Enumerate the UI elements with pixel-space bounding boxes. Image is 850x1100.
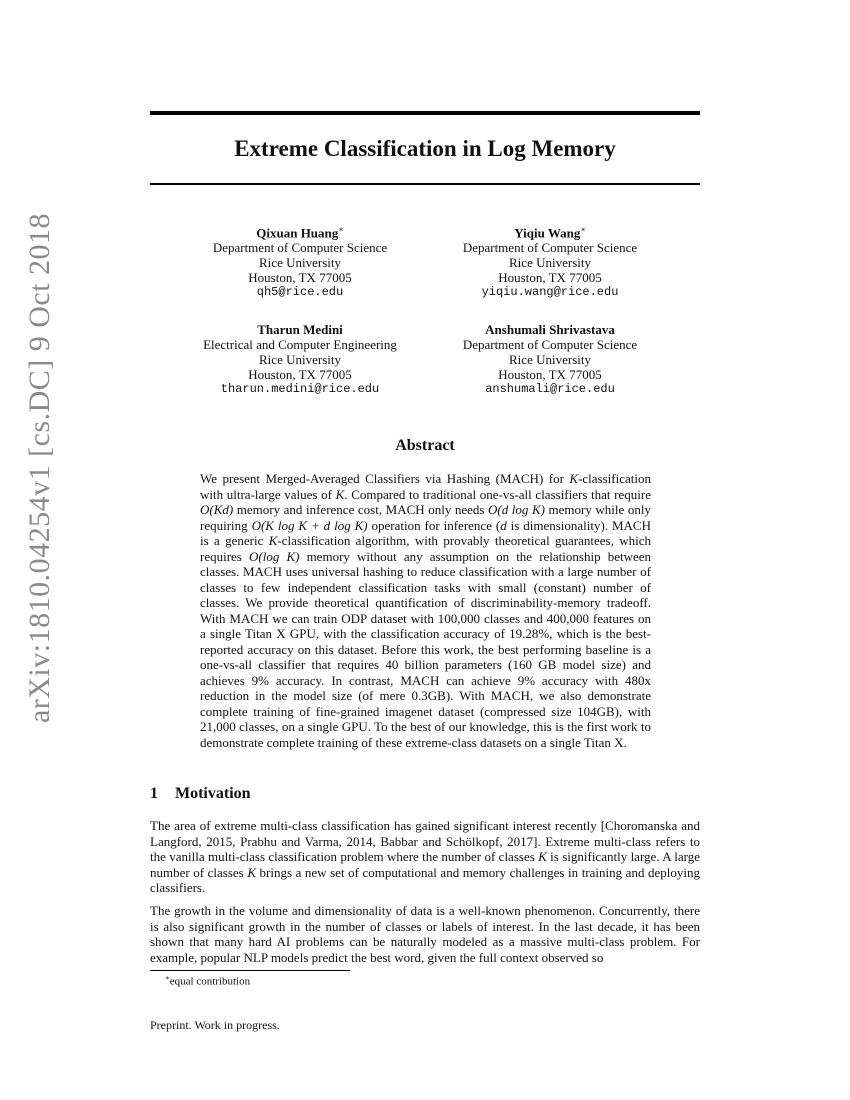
author-university: Rice University xyxy=(509,255,591,271)
body-paragraph: The area of extreme multi-class classification has gained significant interest recently [Choromanska and Langford, 2015, Prabhu and Varma, 2014, Babbar and Schölkopf, 2017]. Extreme multi-class refers to the vanilla multi-class classification problem where the number of classes K is significantly large. A large number of classes K brings a new set of computational and memory challenges in training and deploying classifiers. xyxy=(150,818,701,895)
author-block xyxy=(420,322,680,397)
author-location: Houston, TX 77005 xyxy=(248,270,352,286)
arxiv-identifier: arXiv:1810.04254v1 [cs.DC] 9 Oct 2018 xyxy=(23,212,56,724)
author-email: tharun.medini@rice.edu xyxy=(220,382,380,396)
preprint-note: Preprint. Work in progress. xyxy=(150,1018,280,1032)
author-location: Houston, TX 77005 xyxy=(248,367,352,382)
author-name: Tharun Medini xyxy=(257,322,343,337)
author-email: yiqiu.wang@rice.edu xyxy=(481,285,619,300)
author-name: Yiqiu Wang∗ xyxy=(514,225,586,241)
body-paragraph: The growth in the volume and dimensionality of data is a well-known phenomenon. Concurrently, there is also significant growth in the number of classes or labels of interest. In the last decade, it has been shown that many hard AI problems can be naturally modeled as a massive multi-class problem. For example, popular NLP models predict the best word, given the full context observed so xyxy=(150,903,700,965)
author-department: Department of Computer Science xyxy=(462,240,638,256)
title-bottom-rule xyxy=(150,183,700,185)
abstract-text: We present Merged-Averaged Classifiers via Hashing (MACH) for K-classification with ultra-large values of K. Compared to traditional one-vs-all classifiers that require O(Kd) memory and inference cost, MACH only needs O(d log K) memory while only requiring O(K log K + d log K) operation for inference (d is dimensionality). MACH is a generic K-classification algorithm, with provably theoretical guarantees, which requires O(log K) memory without any assumption on the relationship between classes. MACH uses universal hashing to reduce classification with a large number of classes to few independent classification tasks with small (constant) number of classes. We provide theoretical quantification of discriminability-memory tradeoff. With MACH we can train ODP dataset with 100,000 classes and 400,000 features on a single Titan X GPU, with the classification accuracy of 19.28%, which is the best-reported accuracy on this dataset. Before this work, the best performing baseline is a one-vs-all classifier that requires 40 billion parameters (160 GB model size) and achieves 9% accuracy. In contrast, MACH can achieve 9% accuracy with 480x reduction in the model size (of mere 0.3GB). With MACH, we also demonstrate complete training of fine-grained imagenet dataset (compressed size 104GB), with 21,000 classes, on a single GPU. To the best of our knowledge, this is the first work to demonstrate complete training of these extreme-class datasets on a single Titan X. xyxy=(200,471,651,750)
author-block xyxy=(170,222,430,300)
author-name: Anshumali Shrivastava xyxy=(485,322,615,337)
footnote: ∗equal contribution xyxy=(165,974,251,988)
author-block xyxy=(420,222,680,300)
author-name: Qixuan Huang∗ xyxy=(256,225,344,241)
author-email: anshumali@rice.edu xyxy=(485,382,615,396)
author-department: Department of Computer Science xyxy=(212,240,388,256)
section-heading xyxy=(150,785,251,803)
author-email: qh5@rice.edu xyxy=(256,285,344,300)
title-top-rule xyxy=(150,111,700,115)
author-location: Houston, TX 77005 xyxy=(498,367,602,382)
author-location: Houston, TX 77005 xyxy=(498,270,602,286)
author-block xyxy=(170,322,430,397)
abstract-heading: Abstract xyxy=(395,437,455,454)
section-title: Motivation xyxy=(175,785,251,802)
footnote-rule xyxy=(150,970,350,971)
author-university: Rice University xyxy=(259,352,341,367)
section-number: 1 xyxy=(150,785,158,802)
author-university: Rice University xyxy=(259,255,341,271)
author-department: Electrical and Computer Engineering xyxy=(203,337,397,352)
paper-title: Extreme Classification in Log Memory xyxy=(234,136,616,161)
author-department: Department of Computer Science xyxy=(462,337,638,352)
author-university: Rice University xyxy=(509,352,591,367)
